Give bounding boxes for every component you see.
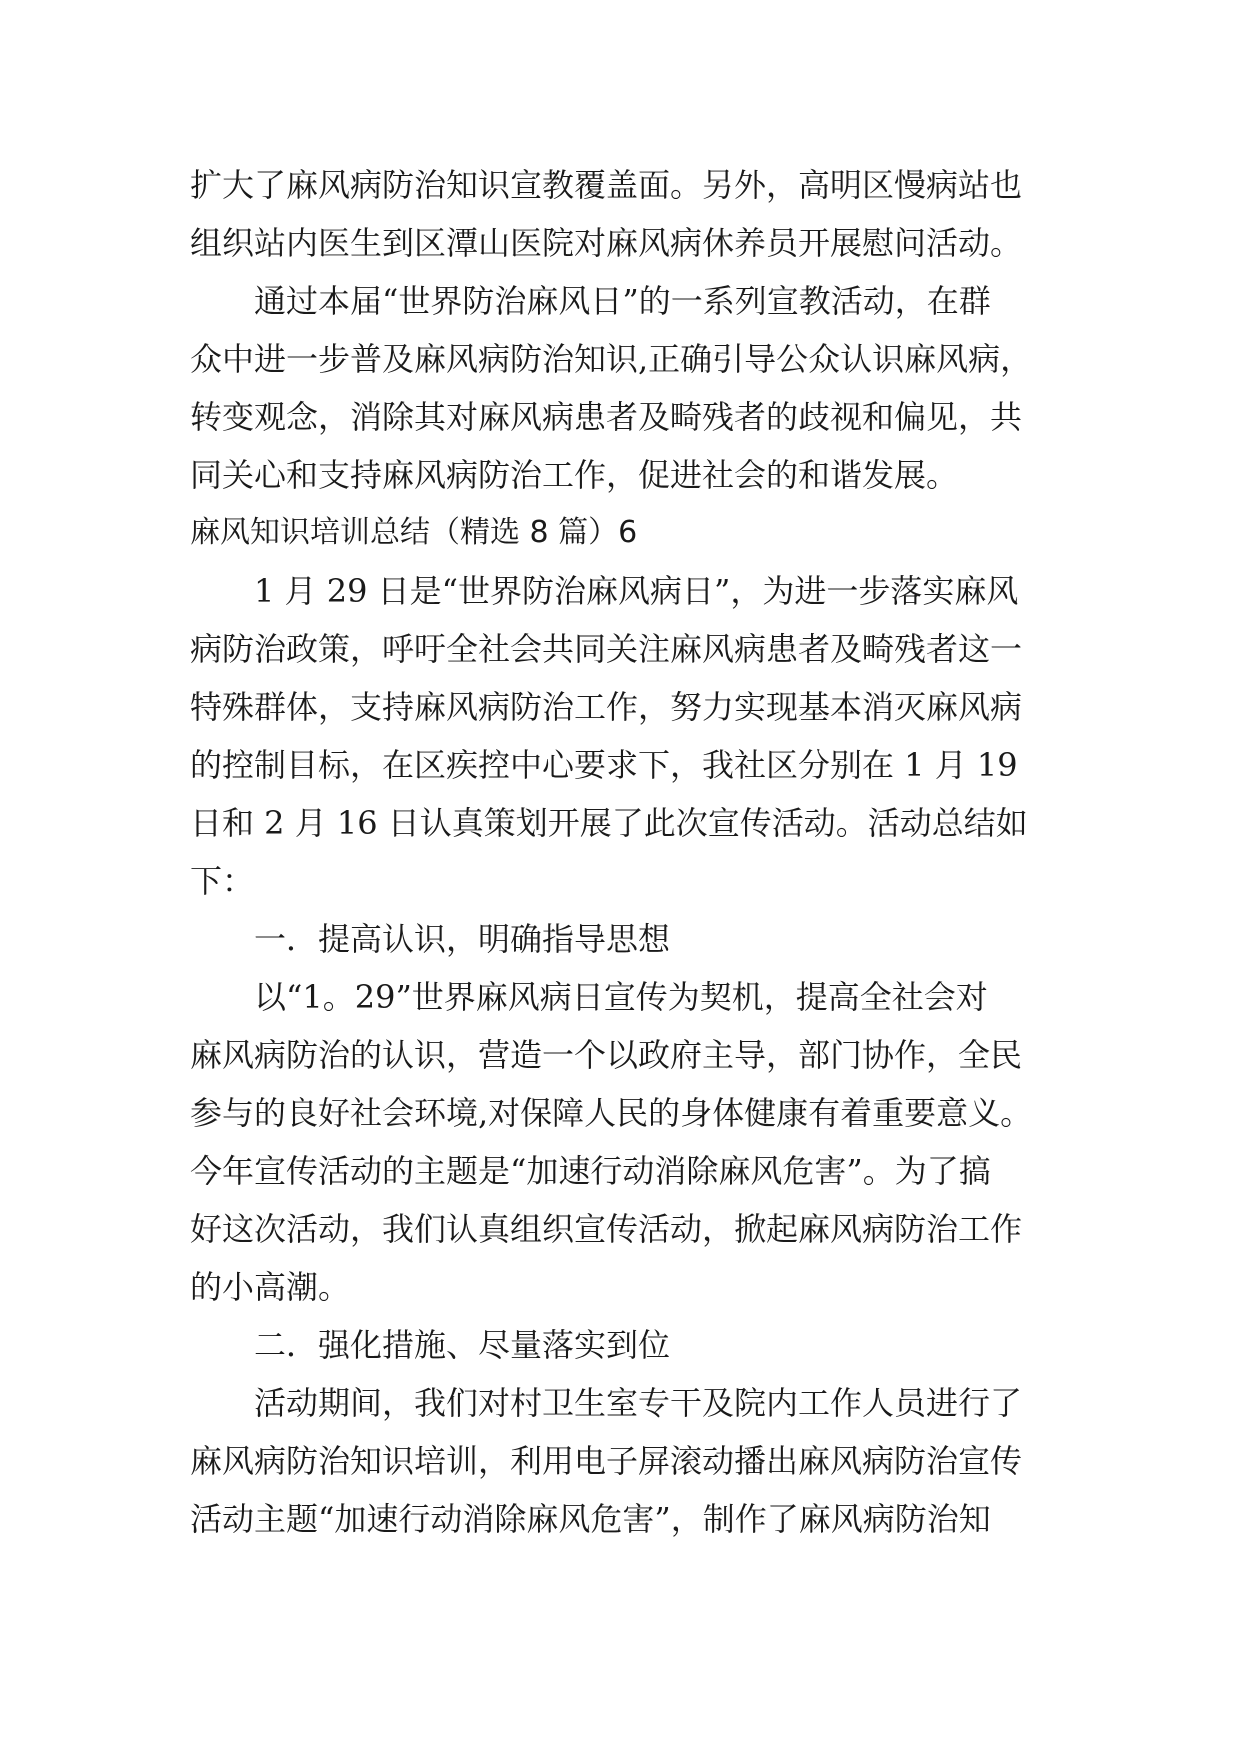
text-line: 活动主题“加速行动消除麻风危害”，制作了麻风病防治知 — [190, 1500, 991, 1538]
text-line: 麻风病防治的认识，营造一个以政府主导，部门协作，全民 — [190, 1036, 1023, 1074]
subheading-one: 一．提高认识，明确指导思想 — [254, 920, 671, 958]
text-line: 今年宣传活动的主题是“加速行动消除麻风危害”。为了搞 — [190, 1152, 991, 1190]
text-line: 日和 2 月 16 日认真策划开展了此次宣传活动。活动总结如 — [190, 804, 1028, 842]
section-title: 麻风知识培训总结（精选 8 篇）6 — [190, 515, 638, 550]
text-line: 同关心和支持麻风病防治工作，促进社会的和谐发展。 — [190, 456, 959, 494]
paragraph-start: 1 月 29 日是“世界防治麻风病日”，为进一步落实麻风 — [254, 572, 1019, 610]
subheading-two: 二．强化措施、尽量落实到位 — [254, 1326, 671, 1364]
text-line: 扩大了麻风病防治知识宣教覆盖面。另外，高明区慢病站也 — [190, 166, 1023, 204]
text-line: 组织站内医生到区潭山医院对麻风病休养员开展慰问活动。 — [190, 224, 1023, 262]
text-line: 的控制目标，在区疾控中心要求下，我社区分别在 1 月 19 — [190, 746, 1018, 784]
text-line: 麻风病防治知识培训，利用电子屏滚动播出麻风病防治宣传 — [190, 1442, 1023, 1480]
text-line: 的小高潮。 — [190, 1268, 351, 1306]
text-line: 特殊群体，支持麻风病防治工作，努力实现基本消灭麻风病 — [190, 688, 1023, 726]
text-line: 众中进一步普及麻风病防治知识,正确引导公众认识麻风病， — [190, 340, 1033, 378]
text-line: 下： — [190, 862, 255, 900]
paragraph-start: 活动期间，我们对村卫生室专干及院内工作人员进行了 — [254, 1384, 1023, 1422]
text-line: 参与的良好社会环境,对保障人民的身体健康有着重要意义。 — [190, 1094, 1033, 1132]
text-line: 转变观念，消除其对麻风病患者及畸残者的歧视和偏见，共 — [190, 398, 1023, 436]
paragraph-start: 以“1。29”世界麻风病日宣传为契机，提高全社会对 — [254, 978, 988, 1016]
text-line: 好这次活动，我们认真组织宣传活动，掀起麻风病防治工作 — [190, 1210, 1023, 1248]
text-line: 病防治政策，呼吁全社会共同关注麻风病患者及畸残者这一 — [190, 630, 1023, 668]
document-body — [190, 156, 1070, 1548]
paragraph-start: 通过本届“世界防治麻风日”的一系列宣教活动，在群 — [254, 282, 991, 320]
